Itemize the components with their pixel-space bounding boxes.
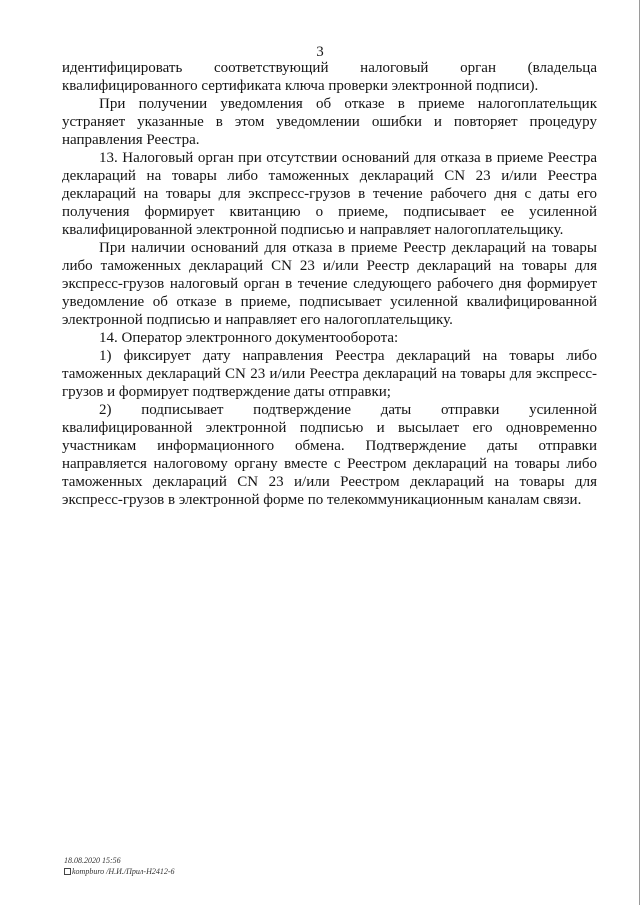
page-number: 3 [316,44,324,60]
paragraph-item-14: 14. Оператор электронного документооборота: [99,330,399,346]
paragraph-rejection-grounds: При наличии оснований для отказа в приеме Реестр деклараций на товары либо таможенных деклараций CN 23 и/или Реестр деклараций на товары для экспресс-грузов налоговый орган в течение следующего рабочего дня формирует уведомление об отказе в приеме, подписывает усиленной квалифицированной электронной подписью и направляет его налогоплательщику. [62,240,597,328]
document-footer [64,855,175,877]
paragraph-item-14-2: 2) подписывает подтверждение даты отправки усиленной квалифицированной электронной подписью и высылает его одновременно участникам информационного обмена. Подтверждение даты отправки направляется налоговому органу вместе с Реестром деклараций на товары либо таможенных деклараций CN 23 и/или Реестром деклараций на товары для экспресс-грузов в электронной форме по телекоммуникационным каналам связи. [62,402,597,508]
paragraph-rejection-handling: При получении уведомления об отказе в приеме налогоплательщик устраняет указанные в этом уведомлении ошибки и повторяет процедуру направления Реестра. [62,96,597,148]
footer-file-line [64,866,175,877]
footer-file-path: kompburo /Н.И./Прил-Н2412-6 [72,867,175,876]
paragraph-item-14-1: 1) фиксирует дату направления Реестра деклараций на товары либо таможенных деклараций CN 23 и/или Реестра деклараций на товары для экспресс-грузов и формирует подтверждение даты отправки; [62,348,597,400]
file-icon [64,868,71,875]
paragraph-item-13: 13. Налоговый орган при отсутствии оснований для отказа в приеме Реестра деклараций на товары либо таможенных деклараций CN 23 и/или Реестра деклараций на товары для экспресс-грузов в течение рабочего дня с даты его получения формирует квитанцию о приеме, подписывает ее усиленной квалифицированной электронной подписью и направляет налогоплательщику. [62,150,597,238]
footer-timestamp: 18.08.2020 15:56 [64,856,121,865]
paragraph-continuation: идентифицировать соответствующий налоговый орган (владельца квалифицированного сертификата ключа проверки электронной подписи). [62,60,597,94]
document-body [62,59,597,509]
